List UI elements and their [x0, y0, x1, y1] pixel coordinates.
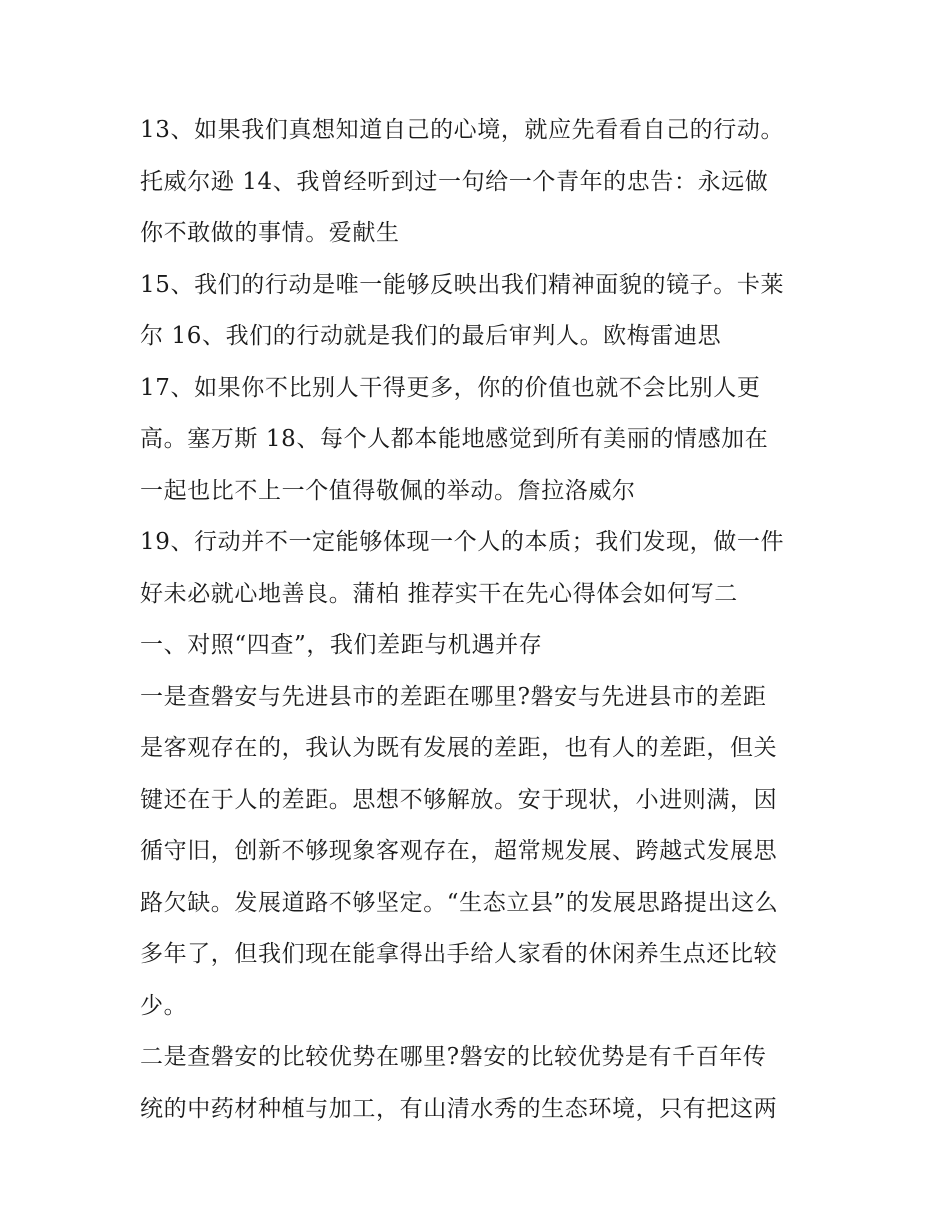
text-line: 一是查磐安与先进县市的差距在哪里?磐安与先进县市的差距	[140, 683, 767, 710]
text-line: 循守旧，创新不够现象客观存在，超常规发展、跨越式发展思	[140, 838, 778, 864]
text-line: 少。	[140, 992, 188, 1019]
text-line: 路欠缺。发展道路不够坚定。“生态立县”的发展思路提出这么	[140, 889, 779, 916]
document-body	[140, 105, 840, 1135]
text-line: 托威尔逊 14、我曾经听到过一句给一个青年的忠告：永远做	[140, 168, 769, 195]
text-line: 统的中药材种植与加工，有山清水秀的生态环境，只有把这两	[140, 1095, 778, 1122]
text-line: 你不敢做的事情。爱献生	[140, 220, 400, 246]
text-line: 高。塞万斯 18、每个人都本能地感觉到所有美丽的情感加在	[140, 426, 769, 452]
text-line: 19、行动并不一定能够体现一个人的本质；我们发现，做一件	[140, 529, 785, 555]
text-line: 17、如果你不比别人干得更多，你的价值也就不会比别人更	[140, 374, 761, 401]
text-line: 13、如果我们真想知道自己的心境，就应先看看自己的行动。	[140, 117, 785, 143]
text-line: 是客观存在的，我认为既有发展的差距，也有人的差距，但关	[140, 735, 778, 761]
section-heading: 一、对照“四查”，我们差距与机遇并存	[140, 632, 543, 658]
text-line: 多年了，但我们现在能拿得出手给人家看的休闲养生点还比较	[140, 941, 778, 967]
text-line: 好未必就心地善良。蒲柏 推荐实干在先心得体会如何写二	[140, 580, 738, 607]
text-line: 15、我们的行动是唯一能够反映出我们精神面貌的镜子。卡莱	[140, 271, 785, 298]
text-line: 键还在于人的差距。思想不够解放。安于现状，小进则满，因	[140, 786, 778, 813]
text-line: 一起也比不上一个值得敬佩的举动。詹拉洛威尔	[140, 477, 636, 504]
text-line: 二是查磐安的比较优势在哪里?磐安的比较优势是有千百年传	[140, 1044, 767, 1070]
text-line: 尔 16、我们的行动就是我们的最后审判人。欧梅雷迪思	[140, 323, 722, 349]
